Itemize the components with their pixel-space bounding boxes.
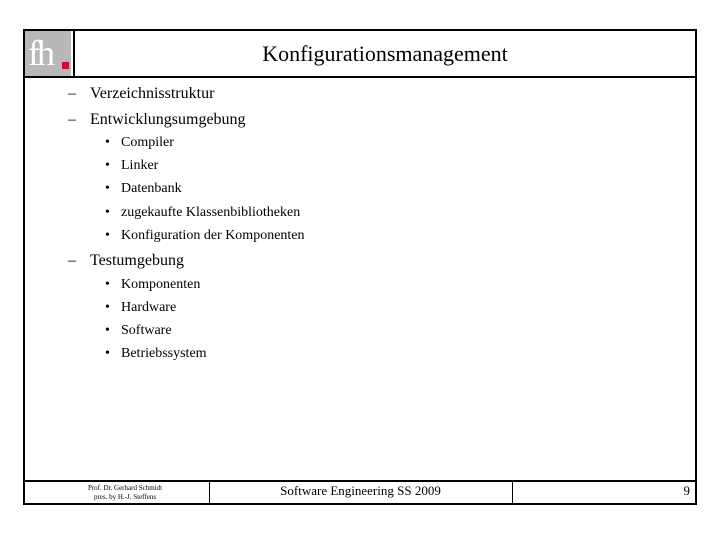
bullet-marker: • <box>105 205 110 220</box>
outline-item-label: Entwicklungsumgebung <box>90 111 246 128</box>
footer-course: Software Engineering SS 2009 <box>280 483 441 498</box>
dash-marker: – <box>68 111 76 128</box>
bullet-marker: • <box>105 277 110 292</box>
bullet-marker: • <box>105 346 110 361</box>
credit-author: Prof. Dr. Gerhard Schmidt <box>87 484 163 492</box>
bullet-marker: • <box>105 158 110 173</box>
sub-item-label: Compiler <box>121 135 174 150</box>
bullet-marker: • <box>105 228 110 243</box>
bullet-marker: • <box>105 135 110 150</box>
page-number: 9 <box>683 483 690 498</box>
logo-letters: fh <box>28 33 52 73</box>
sub-item-label: Datenbank <box>121 181 182 196</box>
slide-title: Konfigurationsmanagement <box>262 40 508 66</box>
footer-credit <box>60 484 190 502</box>
bullet-marker: • <box>105 300 110 315</box>
sub-item-label: Linker <box>121 158 159 173</box>
outline-item-label: Verzeichnisstruktur <box>90 85 215 102</box>
fh-logo <box>25 31 71 76</box>
dash-marker: – <box>68 252 76 269</box>
sub-item-label: Hardware <box>121 300 177 315</box>
logo-red-dot <box>62 62 69 69</box>
credit-presenter: pres. by H.-J. Steffens <box>93 493 157 501</box>
header-bottom-rule <box>25 76 695 78</box>
sub-item-label: Betriebssystem <box>121 346 207 361</box>
sub-item-label: Konfiguration der Komponenten <box>121 228 305 243</box>
bullet-marker: • <box>105 323 110 338</box>
outline-item-label: Testumgebung <box>90 252 184 269</box>
sub-item-label: Komponenten <box>121 277 201 292</box>
sub-item-label: Software <box>121 323 172 338</box>
sub-item-label: zugekaufte Klassenbibliotheken <box>121 205 301 220</box>
dash-marker: – <box>68 85 76 102</box>
bullet-marker: • <box>105 181 110 196</box>
